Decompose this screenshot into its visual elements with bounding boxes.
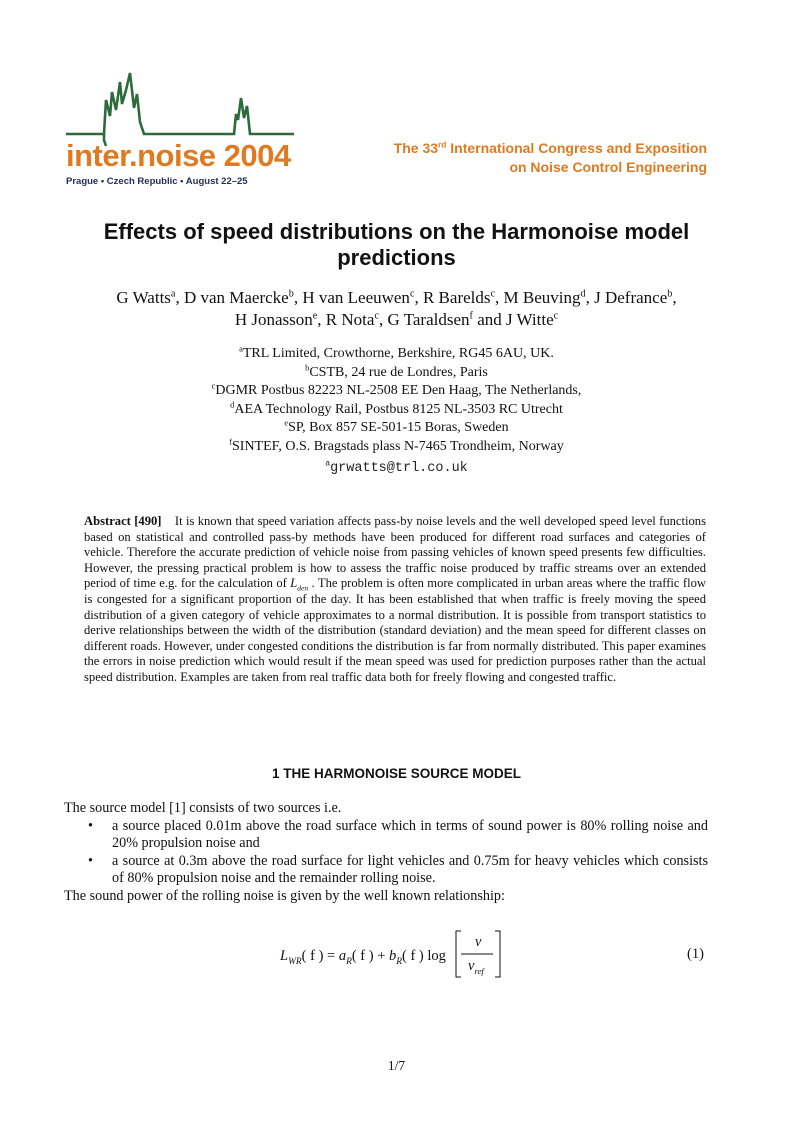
affiliation-list (64, 345, 729, 456)
equation (270, 928, 530, 980)
affiliation-item: $^d$AEA Technology Rail, Postbus 8125 NL-3503 RC Utrecht (230, 399, 563, 417)
abstract-label: Abstract [490] (84, 514, 162, 528)
affiliation-item: $^a$TRL Limited, Crowthorne, Berkshire, RG45 6AU, UK. (239, 344, 554, 361)
author-list (64, 287, 729, 331)
equation-denominator: $v_{ref}$ (468, 958, 484, 976)
contact-email[interactable]: $^a$grwatts@trl.co.uk (325, 459, 468, 476)
author-line-2: H Jonasson$^e$, R Nota$^c$, G Taraldsen$^f$ and J Witte$^c$ (234, 310, 559, 329)
affiliation-item: $^c$DGMR Postbus 82223 NL-2508 EE Den Haag, The Netherlands, (211, 381, 582, 398)
section-heading: 1 THE HARMONOISE SOURCE MODEL (271, 766, 522, 781)
conference-line-2: on Noise Control Engineering (509, 159, 707, 175)
list-item: • a source at 0.3m above the road surface for light vehicles and 0.75m for heavy vehicles which consists of 80% propulsion noise and the remainder rolling noise. (88, 852, 708, 886)
logo-wordmark: inter.noise 2004 (66, 138, 291, 173)
bullet-icon: • (88, 852, 93, 869)
equation-number: (1) (687, 946, 704, 962)
author-line-1: G Watts$^a$, D van Maercke$^b$, H van Leeuwen$^c$, R Barelds$^c$, M Beuving$^d$, J Defrance$^b$, (116, 288, 677, 307)
page-number: 1/7 (387, 1058, 406, 1073)
body-paragraph: The source model [1] consists of two sources i.e. (64, 800, 342, 816)
conference-line-1: The 33rd International Congress and Exposition (393, 139, 707, 156)
affiliation-item: $^e$SP, Box 857 SE-501-15 Boras, Sweden (284, 418, 509, 435)
section-body (64, 800, 708, 905)
conference-header (394, 139, 707, 177)
list-item: • a source placed 0.01m above the road surface which in terms of sound power is 80% rolling noise and 20% propulsion noise and (88, 817, 708, 851)
bullet-list (64, 818, 708, 888)
abstract: Abstract [490] It is known that speed variation affects pass-by noise levels and the well developed speed level functions based on statistical and controlled pass-by methods have been produced for different road surfaces and categories of vehicle. Therefore the accurate prediction of vehicle noise from passing vehicles of known speed presents few difficulties. However, the pressing practical problem is how to assess the traffic noise produced by traffic streams over an extended period of time e.g. for the calculation of $L_{den}$ . The problem is often more complicated in urban areas where the traffic flow is congested for a significant proportion of the day. It has been established that when traffic is freely moving the speed distribution of a given category of vehicle approximates to a normal distribution. It is possible from transport statistics to derive relationships between the width of the distribution (standard deviation) and the mean speed for different classes on different roads. However, under congested conditions the distribution is far from normally distributed. This paper examines the errors in noise prediction which would result if the mean speed was used for prediction purposes rather than the actual speed distribution. Examples are taken from real traffic data both for freely flowing and congested traffic. (84, 514, 706, 684)
affiliation-item: $^b$CSTB, 24 rue de Londres, Paris (305, 362, 488, 380)
logo-subtitle: Prague • Czech Republic • August 22–25 (66, 176, 248, 187)
equation-numerator: v (475, 934, 482, 950)
bullet-icon: • (88, 817, 93, 834)
affiliation-item: $^f$SINTEF, O.S. Bragstads plass N-7465 Trondheim, Norway (229, 436, 564, 454)
body-paragraph: The sound power of the rolling noise is given by the well known relationship: (64, 887, 505, 904)
equation-lhs: $L_{WR}$( f ) = $a_R$( f ) + $b_R$( f ) log (280, 948, 446, 967)
paper-title: Effects of speed distributions on the Harmonoise model predictions (103, 219, 690, 270)
